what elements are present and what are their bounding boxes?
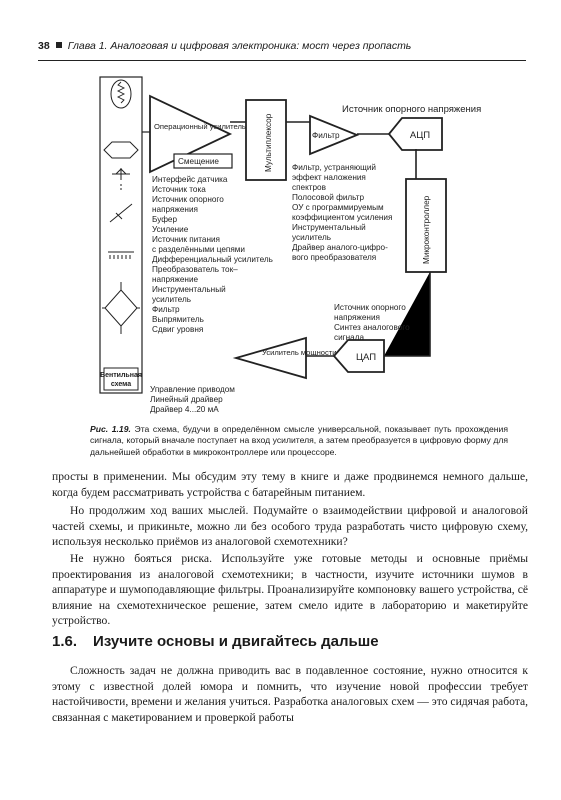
running-header — [38, 40, 526, 58]
filter-list-item: коэффициентом усиления — [292, 213, 393, 222]
filter-list-item: усилитель — [292, 233, 332, 242]
dac-list-item: Источник опорного — [334, 303, 406, 312]
filter-list-item: вого преобразователя — [292, 253, 377, 262]
offset-label: Смещение — [178, 157, 219, 166]
paragraph: Сложность задач не должна приводить вас в подавленное состояние, нужно относится к этому с известной долей юмора и помнить, что изучение новой профессии требует настойчивости, времени и желания учиться. Разработка аналоговых схем — это сидячая работа, связанная с макетированием и проверкой работы — [52, 664, 528, 724]
filter-list-item: Фильтр, устраняющий — [292, 163, 376, 172]
input-list-item: Дифференциальный усилитель — [152, 255, 273, 264]
input-list-item: напряжения — [152, 205, 198, 214]
output-function-list — [150, 385, 235, 414]
filter-list-item: Полосовой фильтр — [292, 193, 365, 202]
section-title: Изучите основы и двигайтесь дальше — [93, 633, 379, 650]
caption-label: Рис. 1.19. — [90, 424, 131, 434]
dac-list-item: сигнала — [334, 333, 365, 342]
input-list-item: усилитель — [152, 295, 192, 304]
thermocouple-icon — [108, 252, 134, 259]
variable-element-icon — [110, 204, 132, 222]
input-list-item: Источник опорного — [152, 195, 224, 204]
paragraph: просты в применении. Мы обсудим эту тему в книге и даже продвинемся немного дальше, когда будем рассматривать устройства с батарейным питанием. — [52, 470, 528, 499]
mcu-to-dac-wire — [384, 272, 430, 356]
filter-list-item: Драйвер аналого-цифро- — [292, 243, 388, 252]
header-square-marker — [56, 42, 62, 48]
caption-text: Эта схема, будучи в определённом смысле универсальной, показывает путь прохождения сигнала, который вначале поступает на вход усилителя, а затем преобразуется в цифровую форму для дальнейшей обработки в микроконтроллере или процессоре. — [90, 424, 508, 457]
input-list-item: Буфер — [152, 215, 178, 224]
filter-function-list — [292, 163, 392, 262]
gate-label: Вентильная — [100, 372, 142, 379]
filter-list-item: спектров — [292, 183, 326, 192]
diode-sensor-icon — [112, 168, 130, 180]
vref-top-label: Источник опорного напряжения — [342, 104, 482, 115]
resistor-sensor-icon — [111, 80, 131, 108]
filter-list-item: Инструментальный — [292, 223, 366, 232]
paragraph: Но продолжим ход ваших мыслей. Подумайте о взаимодействии цифровой и аналоговой частей схемы, и прикиньте, можно ли без особого труда разработать чисто цифровую схему, используя несколько приёмов из аналоговой схемотехники? — [52, 504, 528, 549]
power-amp-label: Усилитель мощности — [262, 348, 337, 357]
wheatstone-bridge-icon — [105, 290, 137, 326]
sensors-panel-frame — [100, 77, 142, 393]
gate-label-line2: схема — [110, 381, 132, 388]
dac-list-item: Синтез аналогового — [334, 323, 410, 332]
input-list-item: Инструментальный — [152, 285, 226, 294]
opamp-label: Операционный усилитель — [154, 122, 246, 131]
filter-label: Фильтр — [312, 131, 340, 140]
bridge-leads-icon — [102, 282, 140, 334]
input-list-item: Преобразователь ток– — [152, 265, 238, 274]
sensors-panel — [100, 77, 142, 393]
power-amp-triangle — [236, 338, 306, 378]
bridge-sensor-icon — [104, 142, 138, 158]
input-list-item: напряжение — [152, 275, 199, 284]
resistor-zigzag-icon — [118, 82, 124, 103]
input-list-item: Усиление — [152, 225, 189, 234]
filter-list-item: эффект наложения — [292, 173, 366, 182]
input-function-list — [152, 175, 273, 334]
section-number: 1.6. — [52, 633, 78, 650]
mcu-label: Микроконтроллер — [422, 195, 431, 264]
input-list-item: Сдвиг уровня — [152, 325, 204, 334]
output-list-item: Линейный драйвер — [150, 395, 223, 404]
input-list-item: с разделёнными цепями — [152, 245, 245, 254]
running-title: Глава 1. Аналоговая и цифровая электроника: мост через пропасть — [67, 40, 412, 52]
figure-caption — [90, 424, 508, 458]
input-list-item: Выпрямитель — [152, 315, 204, 324]
input-list-item: Интерфейс датчика — [152, 175, 228, 184]
input-list-item: Фильтр — [152, 305, 180, 314]
paragraph: Не нужно бояться риска. Используйте уже готовые методы и основные приёмы проектирования из аналоговой схемотехники; в частности, изучите источники шумов в аппаратуре и шумоподавляющие фильтры. Проанализируйте компоновку вашего устройства, сё влияние на схемотехническое решение, затем смело идите в лабораторию и макетируйте устройство. — [52, 552, 528, 628]
output-list-item: Управление приводом — [150, 385, 235, 394]
mux-label: Мультиплексор — [264, 113, 273, 172]
section-heading — [52, 633, 379, 650]
dac-label: ЦАП — [355, 352, 377, 363]
figure-1-19 — [90, 72, 510, 422]
input-list-item: Источник тока — [152, 185, 206, 194]
input-list-item: Источник питания — [152, 235, 220, 244]
dac-list-item: напряжения — [334, 313, 380, 322]
output-list-item: Драйвер 4...20 мА — [150, 405, 219, 414]
page-number: 38 — [38, 40, 50, 52]
header-rule — [38, 60, 526, 61]
adc-label: АЦП — [409, 130, 431, 141]
block-diagram — [90, 72, 510, 422]
filter-list-item: ОУ с программируемым — [292, 203, 384, 212]
